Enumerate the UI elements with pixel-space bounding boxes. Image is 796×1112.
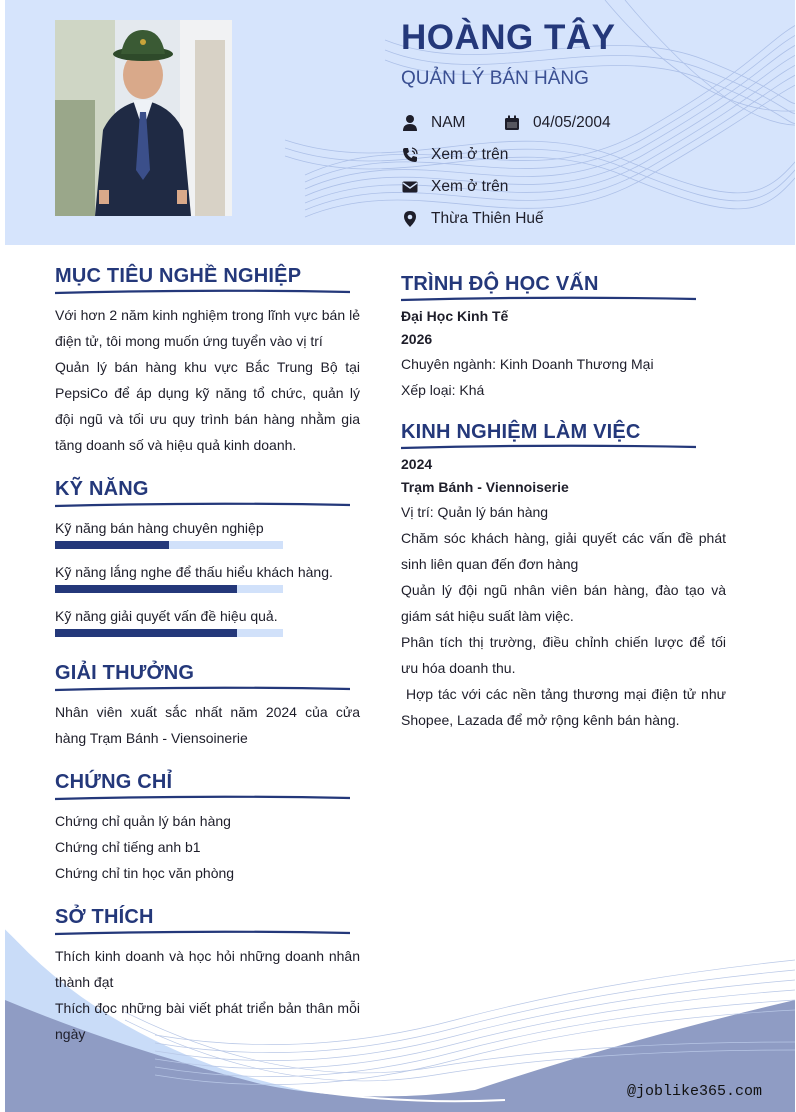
cv-header xyxy=(5,0,795,245)
experience-duty-2: Quản lý đội ngũ nhân viên bán hàng, đào tạo và giám sát hiệu suất làm việc. xyxy=(401,582,726,624)
certificates-underline xyxy=(55,794,350,802)
education-year: 2026 xyxy=(401,331,433,347)
skill-bar-fill-2 xyxy=(55,585,237,593)
experience-duty-1: Chăm sóc khách hàng, giải quyết các vấn đề phát sinh liên quan đến đơn hàng xyxy=(401,530,726,572)
certificate-item-3: Chứng chỉ tin học văn phòng xyxy=(55,865,235,881)
certificates-title: CHỨNG CHỈ xyxy=(55,771,173,793)
email-value: Xem ở trên xyxy=(431,178,509,195)
awards-underline xyxy=(55,685,350,693)
awards-title: GIẢI THƯỞNG xyxy=(55,662,195,684)
hobbies-underline xyxy=(55,929,350,937)
skills-title: KỸ NĂNG xyxy=(55,478,149,500)
skill-bar-3 xyxy=(55,629,283,637)
objective-title: MỤC TIÊU NGHỀ NGHIỆP xyxy=(55,265,302,287)
experience-duty-4: Hợp tác với các nền tảng thương mại điện tử như Shopee, Lazada để mở rộng kênh bán hàng. xyxy=(401,686,730,728)
skill-bar-fill-1 xyxy=(55,541,169,549)
phone-row xyxy=(401,144,508,166)
education-major: Chuyên ngành: Kinh Doanh Thương Mại xyxy=(401,356,654,372)
experience-year: 2024 xyxy=(401,456,433,472)
hobbies-title: SỞ THÍCH xyxy=(55,906,154,928)
calendar-icon xyxy=(503,114,521,132)
watermark-text: @joblike365.com xyxy=(627,1083,763,1100)
candidate-name: HOÀNG TÂY xyxy=(401,18,616,57)
objective-line-2: Quản lý bán hàng khu vực Bắc Trung Bộ tại PepsiCo để áp dụng kỹ năng tổ chức, quản lý đội ngũ và tối ưu quy trình bán hàng nhằm gia tăng doanh số và hiệu quả kinh doanh. xyxy=(55,359,360,453)
skill-bar-2 xyxy=(55,585,283,593)
skill-bar-1 xyxy=(55,541,283,549)
location-row xyxy=(401,208,544,230)
hobby-item-2: Thích đọc những bài viết phát triển bản thân mỗi ngày xyxy=(55,1000,360,1042)
experience-company: Trạm Bánh - Viennoiserie xyxy=(401,479,569,495)
hobby-item-1: Thích kinh doanh và học hỏi những doanh nhân thành đạt xyxy=(55,948,360,990)
envelope-icon xyxy=(401,178,419,196)
skill-bar-fill-3 xyxy=(55,629,237,637)
objective-line-1: Với hơn 2 năm kinh nghiệm trong lĩnh vực bán lẻ điện tử, tôi mong muốn ứng tuyển vào vị trí xyxy=(55,307,360,349)
birthdate-value: 04/05/2004 xyxy=(533,114,611,131)
skill-label-1: Kỹ năng bán hàng chuyên nghiệp xyxy=(55,520,264,536)
certificate-item-2: Chứng chỉ tiếng anh b1 xyxy=(55,839,201,855)
award-text: Nhân viên xuất sắc nhất năm 2024 của cửa hàng Trạm Bánh - Viensoinerie xyxy=(55,704,360,746)
experience-position: Vị trí: Quản lý bán hàng xyxy=(401,504,549,520)
experience-duty-3: Phân tích thị trường, điều chỉnh chiến lược để tối ưu hóa doanh thu. xyxy=(401,634,726,676)
phone-value: Xem ở trên xyxy=(431,146,509,163)
education-grade: Xếp loại: Khá xyxy=(401,382,485,398)
email-row xyxy=(401,176,508,198)
skills-underline xyxy=(55,501,350,509)
education-title: TRÌNH ĐỘ HỌC VẤN xyxy=(401,273,599,295)
certificate-item-1: Chứng chỉ quản lý bán hàng xyxy=(55,813,231,829)
skill-label-3: Kỹ năng giải quyết vấn đề hiệu quả. xyxy=(55,608,278,624)
experience-title: KINH NGHIỆM LÀM VIỆC xyxy=(401,421,641,443)
cv-page xyxy=(5,0,795,1112)
candidate-role: QUẢN LÝ BÁN HÀNG xyxy=(401,68,589,89)
birthdate-row xyxy=(503,112,611,134)
gender-value: NAM xyxy=(431,114,466,131)
skill-label-2: Kỹ năng lắng nghe để thấu hiểu khách hàng. xyxy=(55,564,333,580)
education-underline xyxy=(401,295,696,303)
experience-underline xyxy=(401,443,696,451)
map-pin-icon xyxy=(401,210,419,228)
phone-icon xyxy=(401,146,419,164)
location-value: Thừa Thiên Huế xyxy=(431,210,544,227)
objective-underline xyxy=(55,288,350,296)
education-school: Đại Học Kinh Tế xyxy=(401,308,509,324)
user-icon xyxy=(401,114,419,132)
profile-photo xyxy=(55,20,232,216)
gender-row xyxy=(401,112,465,134)
